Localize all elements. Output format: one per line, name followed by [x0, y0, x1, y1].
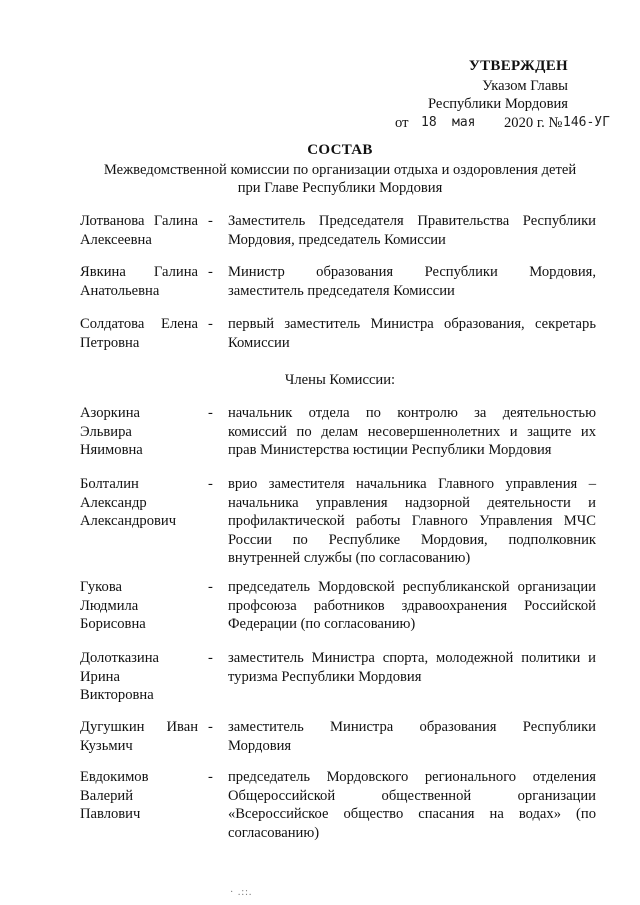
entry-name: Азоркина Эльвира Няимовна: [80, 405, 143, 459]
entry-role: заместитель Министра образования Республики Мордовия: [228, 719, 596, 754]
date-year: 2020 г. №: [504, 114, 563, 131]
approval-title: УТВЕРЖДЕН: [468, 58, 568, 74]
entry-dash: -: [208, 264, 213, 280]
entry-dash: -: [208, 579, 213, 595]
entry-role: Заместитель Председателя Правительства Республики Мордовия, председатель Комиссии: [228, 213, 596, 248]
approval-date-line: [0, 114, 610, 133]
approval-line-2: Республики Мордовия: [427, 96, 568, 113]
entry-dash: -: [208, 316, 213, 332]
entry-name: Солдатова Елена Петровна: [80, 316, 198, 351]
approval-line-1: Указом Главы: [482, 77, 568, 94]
members-heading: Члены Комиссии:: [284, 372, 396, 388]
entry-role: первый заместитель Министра образования, секретарь Комиссии: [228, 316, 596, 351]
entry-name: Болталин Александр Александрович: [80, 476, 177, 530]
entry-dash: -: [208, 476, 213, 492]
entry-name: Дугушкин Иван Кузьмич: [80, 719, 198, 754]
date-month: мая: [452, 114, 476, 130]
entry-role: начальник отдела по контролю за деятельностью комиссий по делам несовершеннолетних и защите их прав Министерства юстиции Республики Мордовия: [228, 405, 596, 459]
entry-name: Гукова Людмила Борисовна: [80, 579, 146, 633]
entry-role: председатель Мордовского регионального отделения Общероссийской общественной организации «Всероссийское общество спасания на водах» (по согласованию): [228, 769, 596, 841]
document-subtitle-1: Межведомственной комиссии по организации отдыха и оздоровления детей: [103, 161, 577, 178]
entry-dash: -: [208, 405, 213, 421]
entry-name: Евдокимов Валерий Павлович: [80, 769, 149, 823]
approval-block: [0, 57, 610, 133]
decree-number: 146-УГ: [563, 114, 610, 130]
entry-role: заместитель Министра спорта, молодежной политики и туризма Республики Мордовия: [228, 650, 596, 685]
entry-role: председатель Мордовской республиканской организации профсоюза работников здравоохранения Российской Федерации (по согласованию): [228, 579, 596, 633]
document-subtitle-2: при Главе Республики Мордовия: [237, 180, 443, 197]
date-day: 18: [421, 114, 437, 130]
entry-dash: -: [208, 719, 213, 735]
entry-name: Явкина Галина Анатольевна: [80, 264, 198, 299]
entry-dash: -: [208, 650, 213, 666]
date-prefix: от: [395, 114, 409, 131]
document-heading: [80, 141, 600, 198]
entry-role: Министр образования Республики Мордовия, заместитель председателя Комиссии: [228, 264, 596, 299]
entry-name: Долотказина Ирина Викторовна: [80, 650, 160, 704]
entry-dash: -: [208, 769, 213, 785]
document-title: СОСТАВ: [307, 142, 373, 158]
entry-name: Лотванова Галина Алексеевна: [80, 213, 198, 248]
entry-dash: -: [208, 213, 213, 229]
scan-mark: · .::.: [230, 887, 253, 898]
entry-role: врио заместителя начальника Главного управления – начальника управления надзорной деятельности и профилактической работы Главного Управления МЧС России по Республике Мордовия, подполковник внутренней службы (по согласованию): [228, 476, 596, 567]
